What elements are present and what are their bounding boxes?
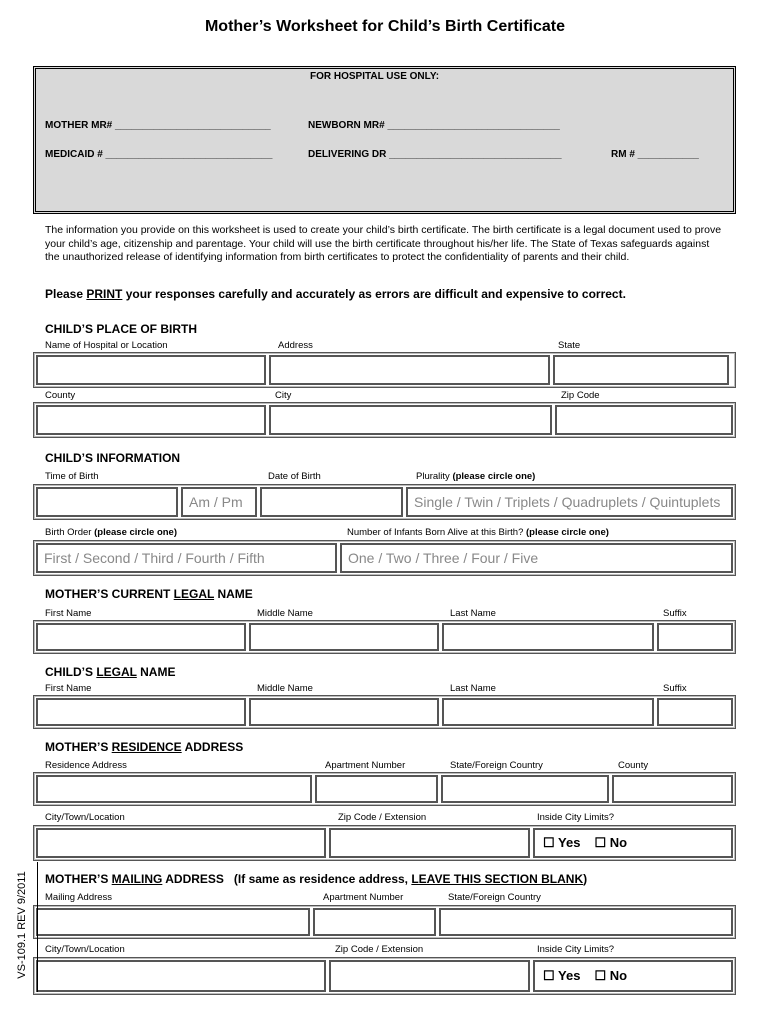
residence-yes-checkbox[interactable]: ☐ Yes [543, 835, 581, 850]
residence-heading-pre: MOTHER’S [45, 740, 112, 754]
residence-zip-input[interactable] [329, 828, 530, 858]
plurality-label-text: Plurality [416, 471, 453, 482]
infants-alive-label [347, 527, 609, 538]
child-name-heading-post: NAME [136, 665, 176, 679]
infants-alive-label-text: Number of Infants Born Alive at this Birth? [347, 527, 527, 538]
residence-zip-label: Zip Code / Extension [338, 812, 427, 823]
zip-label: Zip Code [561, 390, 600, 401]
hospital-use-heading: FOR HOSPITAL USE ONLY: [310, 71, 440, 82]
residence-county-label: County [618, 760, 649, 771]
plurality-select[interactable]: Single / Twin / Triplets / Quadruplets / Quintuplets [406, 487, 733, 517]
mailing-address-label: Mailing Address [45, 892, 113, 903]
child-last-input[interactable] [442, 698, 654, 726]
child-suffix-label: Suffix [663, 683, 687, 694]
hospital-name-input[interactable] [36, 355, 266, 385]
state-label: State [558, 340, 581, 351]
residence-heading-residence: RESIDENCE [111, 740, 182, 754]
ampm-select[interactable]: Am / Pm [181, 487, 257, 517]
child-middle-label: Middle Name [257, 683, 313, 694]
hospital-use-box [33, 66, 736, 214]
mother-first-label: First Name [45, 608, 92, 619]
plurality-label-note: (please circle one) [452, 471, 536, 482]
residence-address-input[interactable] [36, 775, 312, 803]
address-input[interactable] [269, 355, 550, 385]
medicaid-field[interactable]: MEDICAID # ______________________________ [45, 149, 273, 160]
form-id-container [2, 865, 42, 985]
child-name-heading-legal: LEGAL [96, 665, 137, 679]
mailing-heading-mailing: MAILING [111, 872, 163, 886]
rm-field[interactable]: RM # ___________ [611, 149, 699, 160]
infants-alive-select[interactable]: One / Two / Three / Four / Five [340, 543, 733, 573]
page-title: Mother’s Worksheet for Child’s Birth Certificate [204, 18, 566, 35]
date-input[interactable] [260, 487, 403, 517]
residence-city-input[interactable] [36, 828, 326, 858]
residence-city-label: City/Town/Location [45, 812, 125, 823]
mother-first-input[interactable] [36, 623, 246, 651]
plurality-label [416, 471, 535, 482]
mother-middle-input[interactable] [249, 623, 439, 651]
city-input[interactable] [269, 405, 552, 435]
residence-state-label: State/Foreign Country [450, 760, 543, 771]
residence-city-limits [533, 828, 733, 858]
mailing-heading-pre: MOTHER’S [45, 872, 112, 886]
mailing-city-label: City/Town/Location [45, 944, 125, 955]
print-note-post: your responses carefully and accurately as errors are difficult and expensive to correct. [122, 287, 626, 301]
mother-suffix-input[interactable] [657, 623, 733, 651]
child-last-label: Last Name [450, 683, 496, 694]
mailing-heading-end: ) [583, 872, 588, 886]
residence-no-checkbox[interactable]: ☐ No [594, 835, 628, 850]
city-label: City [275, 390, 292, 401]
residence-heading-post: ADDRESS [181, 740, 244, 754]
child-info-heading: CHILD’S INFORMATION [45, 451, 181, 465]
mailing-yes-checkbox[interactable]: ☐ Yes [543, 968, 581, 983]
mailing-city-limits [533, 960, 733, 992]
mailing-zip-input[interactable] [329, 960, 530, 992]
mailing-heading-post: ADDRESS (If same as residence address, [162, 872, 412, 886]
residence-heading [45, 740, 243, 754]
birth-order-label [45, 527, 177, 538]
date-label: Date of Birth [268, 471, 321, 482]
mother-suffix-label: Suffix [663, 608, 687, 619]
mother-mr-field[interactable]: MOTHER MR# ____________________________ [45, 120, 271, 131]
print-instruction [45, 287, 626, 301]
child-middle-input[interactable] [249, 698, 439, 726]
mailing-no-checkbox[interactable]: ☐ No [594, 968, 628, 983]
residence-apt-label: Apartment Number [325, 760, 406, 771]
child-name-heading-pre: CHILD’S [45, 665, 97, 679]
print-note-print: PRINT [86, 287, 123, 301]
newborn-mr-field[interactable]: NEWBORN MR# _______________________________ [308, 120, 560, 131]
birth-order-label-note: (please circle one) [94, 527, 178, 538]
mother-middle-label: Middle Name [257, 608, 313, 619]
mailing-limits-label: Inside City Limits? [537, 944, 615, 955]
residence-limits-label: Inside City Limits? [537, 812, 615, 823]
child-first-label: First Name [45, 683, 92, 694]
birth-order-label-text: Birth Order [45, 527, 95, 538]
mailing-apt-label: Apartment Number [323, 892, 404, 903]
intro-paragraph: The information you provide on this worksheet is used to create your child’s birth certificate. The birth certificate is a legal document used to prove your child’s age, citizenship and parentage. Your child will use the birth certificate throughout his/her life. The State of Texas safeguards against the unauthorized release of identifying information from birth certificates to protect the confidentiality of parents and their child. [45, 224, 722, 263]
hospital-name-label: Name of Hospital or Location [45, 340, 168, 351]
mailing-address-input[interactable] [36, 908, 310, 936]
address-label: Address [278, 340, 313, 351]
county-input[interactable] [36, 405, 266, 435]
state-input[interactable] [553, 355, 729, 385]
infants-alive-label-note: (please circle one) [526, 527, 609, 538]
place-of-birth-heading: CHILD’S PLACE OF BIRTH [45, 322, 197, 336]
delivering-dr-field[interactable]: DELIVERING DR _______________________________ [308, 149, 562, 160]
child-first-input[interactable] [36, 698, 246, 726]
child-name-heading [45, 665, 175, 679]
mailing-heading [45, 872, 587, 886]
mailing-state-label: State/Foreign Country [448, 892, 541, 903]
mailing-apt-input[interactable] [313, 908, 436, 936]
time-label: Time of Birth [45, 471, 99, 482]
mother-name-heading [45, 587, 253, 601]
birth-order-select[interactable]: First / Second / Third / Fourth / Fifth [36, 543, 337, 573]
residence-address-label: Residence Address [45, 760, 127, 771]
mailing-state-input[interactable] [439, 908, 733, 936]
residence-apt-input[interactable] [315, 775, 438, 803]
mailing-zip-label: Zip Code / Extension [335, 944, 424, 955]
county-label: County [45, 390, 76, 401]
residence-state-input[interactable] [441, 775, 609, 803]
child-suffix-input[interactable] [657, 698, 733, 726]
mother-last-input[interactable] [442, 623, 654, 651]
mailing-city-input[interactable] [36, 960, 326, 992]
zip-input[interactable] [555, 405, 733, 435]
mother-name-heading-post: NAME [214, 587, 253, 601]
time-input[interactable] [36, 487, 178, 517]
mailing-heading-leave-blank: LEAVE THIS SECTION BLANK [411, 872, 584, 886]
form-id: VS-109.1 REV 9/2011 [16, 871, 28, 979]
residence-county-input[interactable] [612, 775, 733, 803]
mother-last-label: Last Name [450, 608, 496, 619]
print-note-pre: Please [45, 287, 87, 301]
mother-name-heading-pre: MOTHER’S CURRENT [45, 587, 174, 601]
mother-name-heading-legal: LEGAL [173, 587, 215, 601]
